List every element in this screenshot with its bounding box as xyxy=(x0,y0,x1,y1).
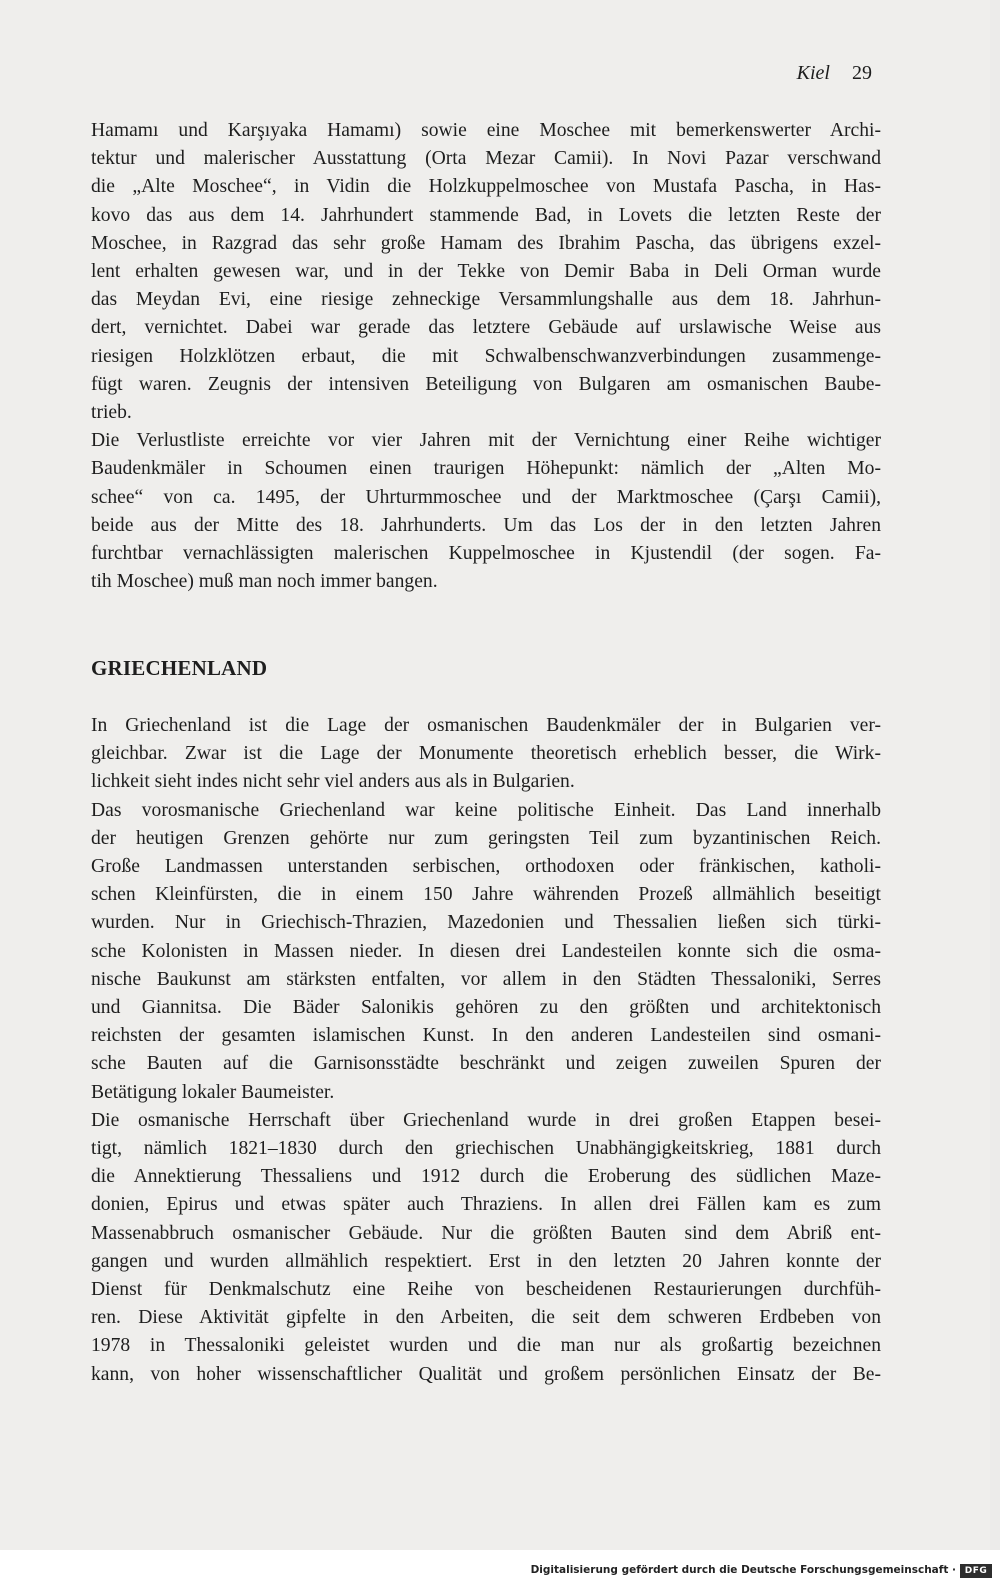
paragraph xyxy=(91,427,881,596)
text-line: trieb. xyxy=(91,402,132,424)
body-text-bottom xyxy=(91,712,881,1389)
paragraph xyxy=(91,712,881,797)
paragraph xyxy=(91,1107,881,1389)
text-line: furchtbar vernachlässigten malerischen Kuppelmoschee in Kjustendil (der sogen. Fa- xyxy=(91,543,881,565)
text-line: schee“ von ca. 1495, der Uhrturmmoschee und der Marktmoschee (Çarşı Camii), xyxy=(91,486,881,508)
dfg-logo: DFG xyxy=(960,1564,992,1578)
section-heading-container xyxy=(91,656,267,681)
text-line: Betätigung lokaler Baumeister. xyxy=(91,1081,335,1103)
text-line: Dienst für Denkmalschutz eine Reihe von bescheidenen Restaurierungen durchfüh- xyxy=(91,1279,881,1301)
text-line: gangen und wurden allmählich respektiert. Erst in den letzten 20 Jahren konnte der xyxy=(91,1250,881,1272)
text-line: dert, vernichtet. Dabei war gerade das letztere Gebäude auf urslawische Weise aus xyxy=(91,317,881,339)
text-line: nische Baukunst am stärksten entfalten, vor allem in den Städten Thessaloniki, Serres xyxy=(91,968,881,990)
text-line: lichkeit sieht indes nicht sehr viel anders aus als in Bulgarien. xyxy=(91,771,575,793)
page-number: 29 xyxy=(852,62,872,84)
text-line: sche Kolonisten in Massen nieder. In diesen drei Landesteilen konnte sich die osma- xyxy=(91,940,881,962)
text-line: Baudenkmäler in Schoumen einen traurigen Höhepunkt: nämlich der „Alten Mo- xyxy=(91,458,881,480)
digitization-footer xyxy=(0,1550,1000,1584)
text-line: tih Moschee) muß man noch immer bangen. xyxy=(91,571,438,593)
running-head xyxy=(797,62,872,85)
text-line: beide aus der Mitte des 18. Jahrhunderts. Um das Los der in den letzten Jahren xyxy=(91,514,881,536)
text-line: tektur und malerischer Ausstattung (Orta Mezar Camii). In Novi Pazar verschwand xyxy=(91,148,881,170)
running-head-author: Kiel xyxy=(796,62,830,84)
text-line: 1978 in Thessaloniki geleistet wurden und die man nur als großartig bezeichnen xyxy=(91,1335,881,1357)
text-line: das Meydan Evi, eine riesige zehneckige Versammlungshalle aus dem 18. Jahrhun- xyxy=(91,289,881,311)
text-line: tigt, nämlich 1821–1830 durch den griechischen Unabhängigkeitskrieg, 1881 durch xyxy=(91,1138,881,1160)
text-line: ren. Diese Aktivität gipfelte in den Arbeiten, die seit dem schweren Erdbeben von xyxy=(91,1307,881,1329)
body-text-top xyxy=(91,117,881,596)
text-line: der heutigen Grenzen gehörte nur zum geringsten Teil zum byzantinischen Reich. xyxy=(91,827,881,849)
text-line: lent erhalten gewesen war, und in der Tekke von Demir Baba in Deli Orman wurde xyxy=(91,261,881,283)
section-heading: GRIECHENLAND xyxy=(91,656,268,680)
text-line: Moschee, in Razgrad das sehr große Hamam des Ibrahim Pascha, das übrigens exzel- xyxy=(91,232,881,254)
text-line: schen Kleinfürsten, die in einem 150 Jahre währenden Prozeß allmählich beseitigt xyxy=(91,884,881,906)
text-line: wurden. Nur in Griechisch-Thrazien, Mazedonien und Thessalien ließen sich türki- xyxy=(91,912,881,934)
text-line: Die Verlustliste erreichte vor vier Jahren mit der Vernichtung einer Reihe wichtiger xyxy=(91,430,881,452)
text-line: kovo das aus dem 14. Jahrhundert stammende Bad, in Lovets die letzten Reste der xyxy=(91,204,881,226)
text-line: riesigen Holzklötzen erbaut, die mit Schwalbenschwanzverbindungen zusammenge- xyxy=(91,345,881,367)
text-line: Massenabbruch osmanischer Gebäude. Nur die größten Bauten sind dem Abriß ent- xyxy=(91,1222,881,1244)
text-line: die „Alte Moschee“, in Vidin die Holzkuppelmoschee von Mustafa Pascha, in Has- xyxy=(91,176,881,198)
text-line: reichsten der gesamten islamischen Kunst. In den anderen Landesteilen sind osmani- xyxy=(91,1025,881,1047)
text-line: donien, Epirus und etwas später auch Thraziens. In allen drei Fällen kam es zum xyxy=(91,1194,881,1216)
text-line: Das vorosmanische Griechenland war keine politische Einheit. Das Land innerhalb xyxy=(91,799,881,821)
funding-notice: Digitalisierung gefördert durch die Deutsche Forschungsgemeinschaft · xyxy=(530,1564,956,1576)
paragraph xyxy=(91,797,881,1107)
text-line: Große Landmassen unterstanden serbischen, orthodoxen oder fränkischen, katholi- xyxy=(91,856,881,878)
text-line: fügt waren. Zeugnis der intensiven Beteiligung von Bulgaren am osmanischen Baube- xyxy=(91,373,881,395)
text-line: In Griechenland ist die Lage der osmanischen Baudenkmäler der in Bulgarien ver- xyxy=(91,715,881,736)
text-line: kann, von hoher wissenschaftlicher Qualität und großem persönlichen Einsatz der Be- xyxy=(91,1363,881,1385)
text-line: gleichbar. Zwar ist die Lage der Monumente theoretisch erheblich besser, die Wirk- xyxy=(91,743,881,765)
text-line: Hamamı und Karşıyaka Hamamı) sowie eine Moschee mit bemerkenswerter Archi- xyxy=(91,120,881,141)
text-line: und Giannitsa. Die Bäder Salonikis gehören zu den größten und architektonisch xyxy=(91,997,881,1019)
text-line: die Annektierung Thessaliens und 1912 durch die Eroberung des südlichen Maze- xyxy=(91,1166,881,1188)
text-line: sche Bauten auf die Garnisonsstädte beschränkt und zeigen zuweilen Spuren der xyxy=(91,1053,881,1075)
paragraph xyxy=(91,117,881,427)
text-line: Die osmanische Herrschaft über Griechenland wurde in drei großen Etappen besei- xyxy=(91,1109,881,1131)
